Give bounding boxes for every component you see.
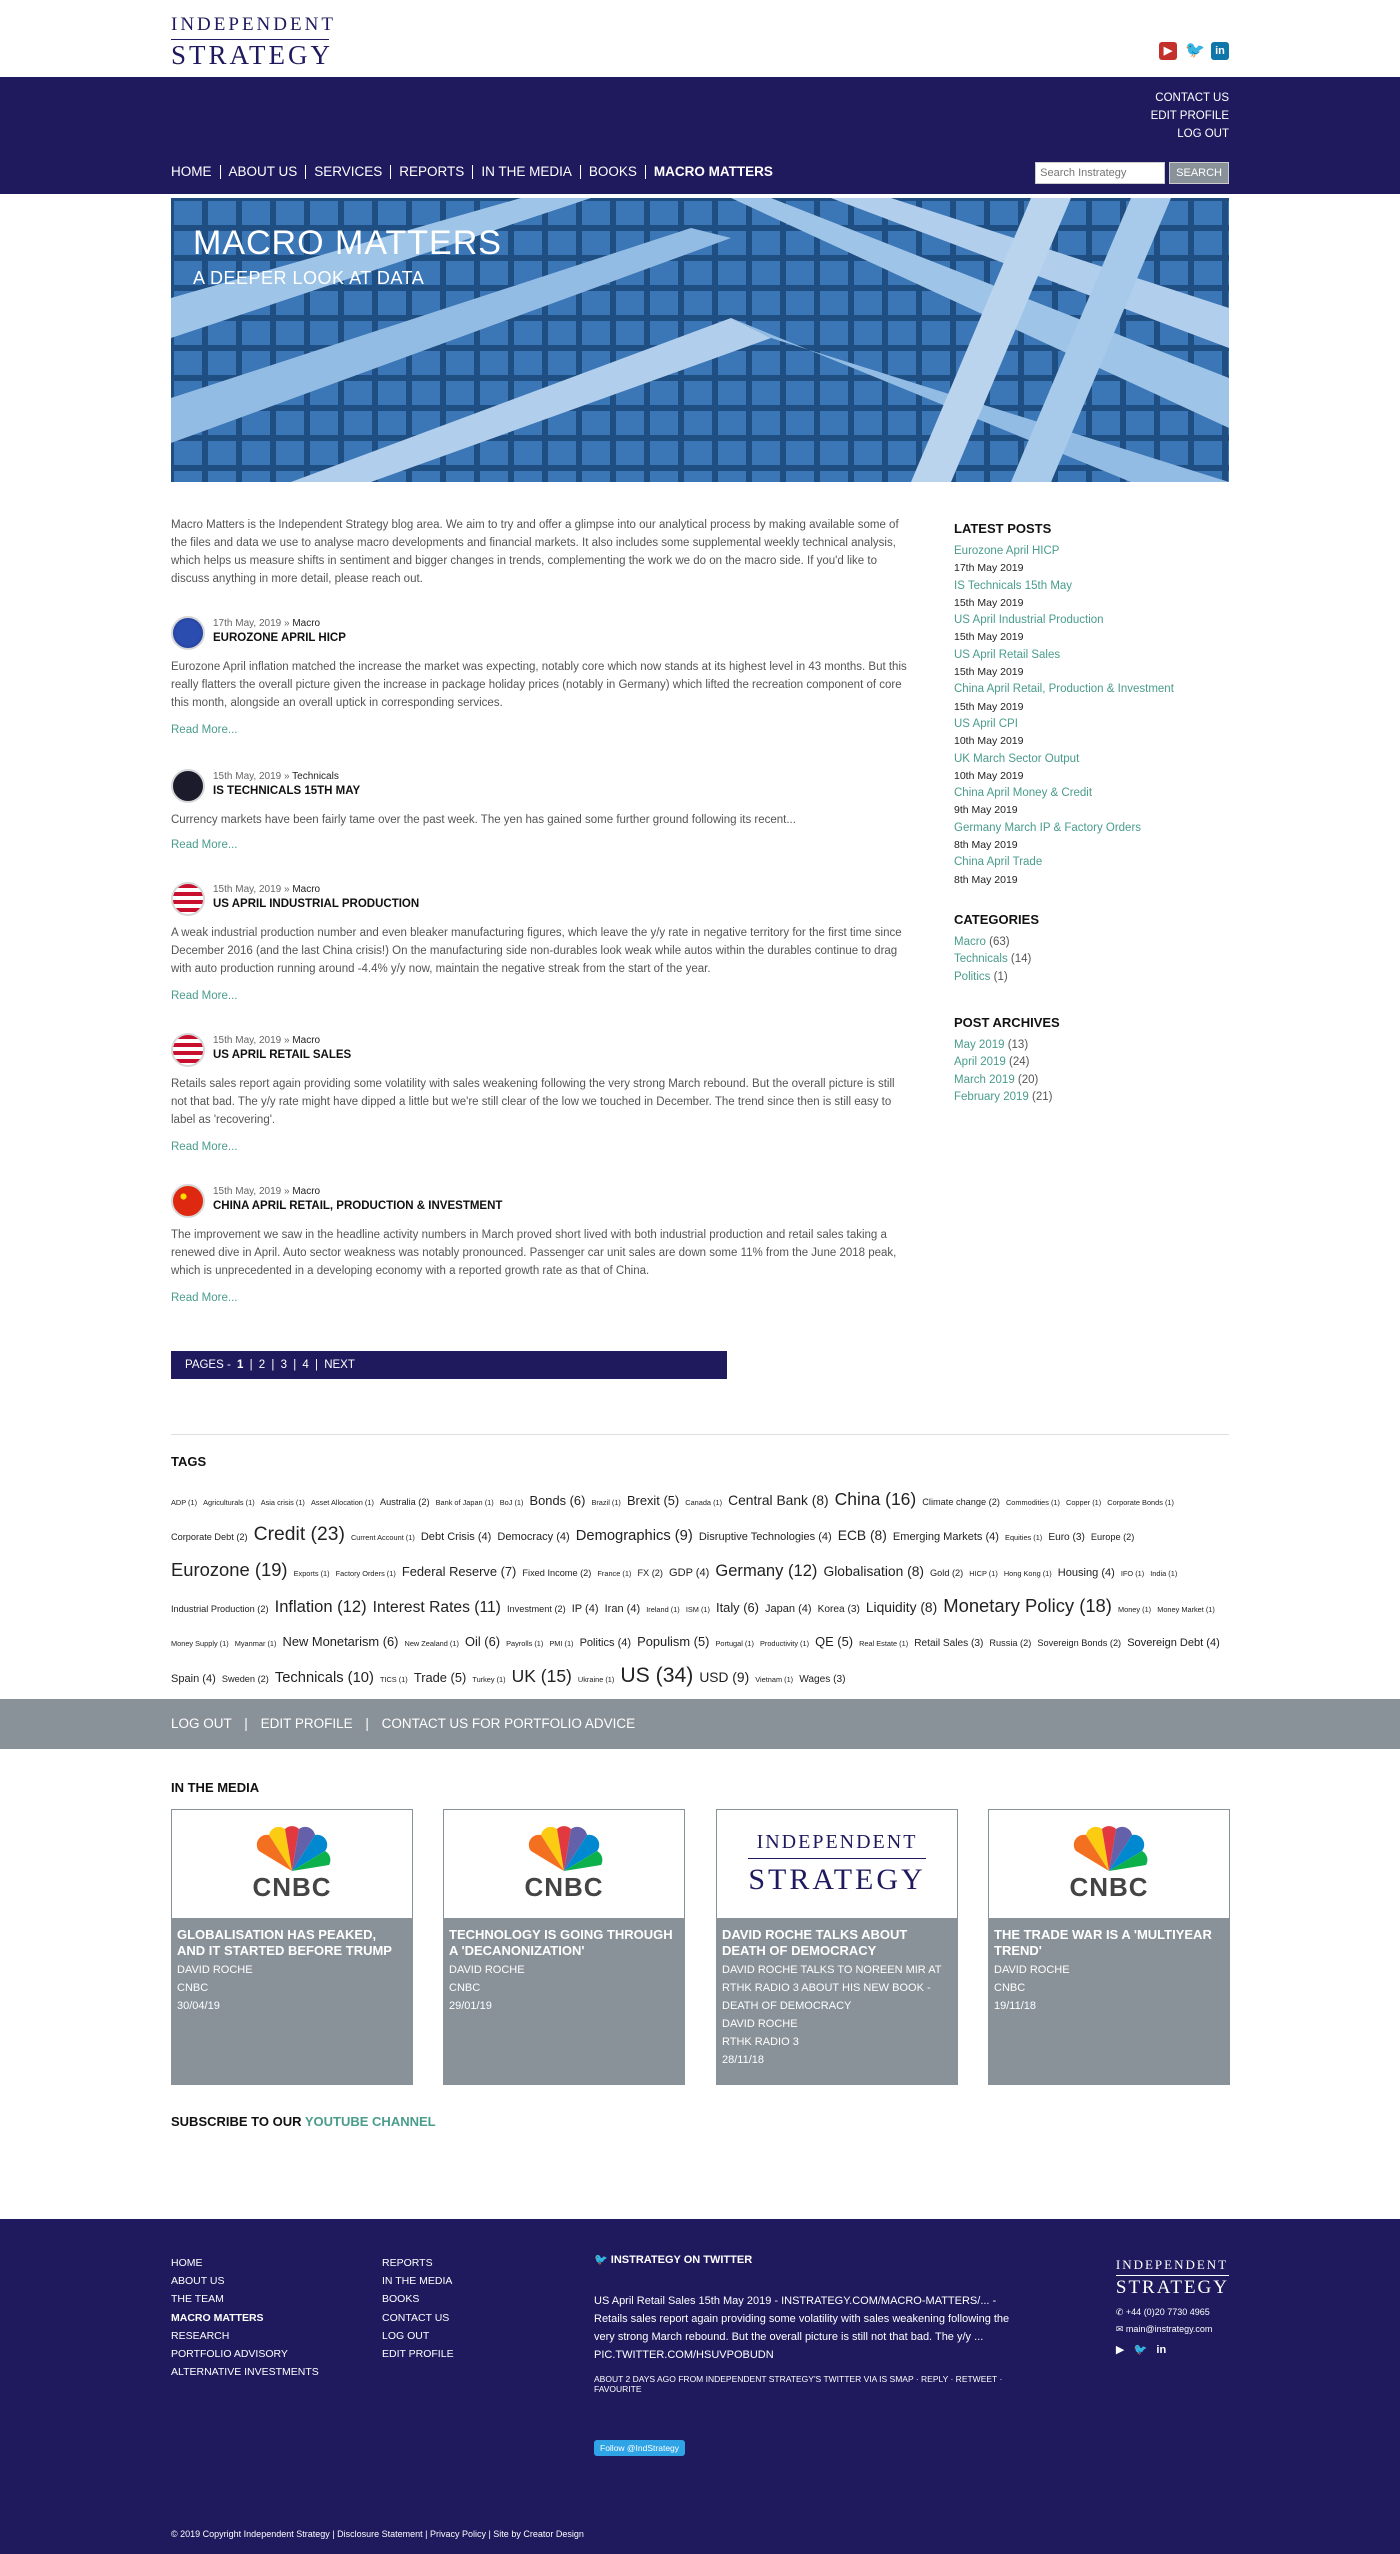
site-logo[interactable]	[171, 14, 336, 68]
next-page-link[interactable]: NEXT	[324, 1359, 355, 1371]
tag-link[interactable]: ISM (1)	[685, 1605, 710, 1614]
footer-link[interactable]: THE TEAM	[171, 2293, 224, 2306]
us-flag-icon[interactable]	[171, 1033, 205, 1067]
latest-post-date: 8th May 2019	[954, 873, 1018, 886]
tag-link[interactable]: IP (4)	[571, 1603, 599, 1615]
latest-post-date: 8th May 2019	[954, 839, 1018, 852]
latest-post-link[interactable]: China April Trade	[954, 856, 1043, 869]
tag-link[interactable]: Iran (4)	[604, 1603, 641, 1615]
latest-post-link[interactable]: China April Retail, Production & Investment	[954, 683, 1174, 696]
edit-profile-link[interactable]: EDIT PROFILE	[1150, 110, 1229, 122]
post-title[interactable]: US APRIL INDUSTRIAL PRODUCTION	[213, 898, 420, 910]
post-category[interactable]: Macro	[292, 1186, 321, 1197]
nav-in-the-media[interactable]: IN THE MEDIA	[472, 165, 580, 179]
portfolio-advice-link[interactable]: CONTACT US FOR PORTFOLIO ADVICE	[381, 1716, 636, 1731]
footer-link[interactable]: EDIT PROFILE	[382, 2348, 454, 2361]
post-title[interactable]: US APRIL RETAIL SALES	[213, 1049, 352, 1061]
post-category[interactable]: Technicals	[292, 771, 339, 782]
tag-link[interactable]: HICP (1)	[969, 1569, 998, 1578]
china-flag-icon[interactable]	[171, 1184, 205, 1218]
tag-link[interactable]: Populism (5)	[637, 1634, 710, 1649]
latest-post-link[interactable]: Germany March IP & Factory Orders	[954, 821, 1142, 834]
tag-link[interactable]: Brexit (5)	[626, 1493, 680, 1508]
tag-link[interactable]: Sovereign Debt (4)	[1127, 1637, 1220, 1649]
youtube-icon[interactable]: ▶	[1159, 42, 1177, 60]
tag-link[interactable]: IFO (1)	[1120, 1569, 1145, 1578]
latest-post-link[interactable]: IS Technicals 15th May	[954, 579, 1073, 592]
email-icon: ✉	[1115, 2324, 1126, 2334]
social-links	[1159, 42, 1229, 60]
tag-link[interactable]: Current Account (1)	[350, 1533, 415, 1542]
latest-post-date: 17th May 2019	[954, 562, 1024, 575]
nav-services[interactable]: SERVICES	[305, 165, 390, 179]
media-title[interactable]: THE TRADE WAR IS A 'MULTIYEAR TREND'	[994, 1927, 1212, 1958]
tweet-text: US April Retail Sales 15th May 2019 - INSTRATEGY.COM/MACRO-MATTERS/... - Retails sales report again providing some volatility with sales weakening following the very strong March rebound. But the overall picture is still not that bad. The y/y ... PIC.TWITTER.COM/HSUVPOBUDN	[594, 2295, 1010, 2361]
tag-link[interactable]: TICS (1)	[379, 1675, 408, 1684]
tag-link[interactable]: New Monetarism (6)	[282, 1634, 399, 1649]
tag-link[interactable]: Corporate Bonds (1)	[1107, 1498, 1174, 1507]
latest-post-link[interactable]: UK March Sector Output	[954, 752, 1080, 765]
tag-link[interactable]: USD (9)	[699, 1670, 750, 1685]
tag-link[interactable]: Sovereign Bonds (2)	[1037, 1638, 1122, 1648]
twitter-icon: 🐦	[594, 2254, 611, 2266]
tag-link[interactable]: ADP (1)	[171, 1498, 198, 1507]
tag-link[interactable]: Brazil (1)	[591, 1498, 621, 1507]
tag-link[interactable]: Australia (2)	[380, 1497, 430, 1507]
tag-link[interactable]: Sweden (2)	[221, 1674, 269, 1684]
tag-link[interactable]: Wages (3)	[799, 1674, 846, 1685]
footer-nav-2	[382, 2254, 454, 2363]
media-detail: RTHK RADIO 3	[722, 2036, 799, 2048]
post-meta: 15th May, 2019 » Macro	[213, 1186, 321, 1197]
footer-link[interactable]: RESEARCH	[171, 2329, 230, 2342]
tag-link[interactable]: Technicals (10)	[274, 1670, 374, 1686]
pager-label: PAGES -	[185, 1359, 234, 1371]
tag-link[interactable]: Vietnam (1)	[755, 1675, 794, 1684]
category-link[interactable]: Technicals	[954, 953, 1008, 966]
logo-line1: INDEPENDENT	[171, 14, 336, 35]
read-more-link[interactable]: Read More...	[171, 839, 238, 851]
intro-text: Macro Matters is the Independent Strategy blog area. We aim to try and offer a glimpse into our analytical process by making available some of the files and data we use to analyse macro developments and financial markets. It also includes some supplemental weekly technical analysis, which helps us measure shifts in sentiment and bigger changes in trends, complementing the work we do on the macro side. If you'd like to discuss anything in more detail, please reach out.	[171, 519, 899, 585]
footer-social	[1116, 2343, 1229, 2356]
tag-link[interactable]: US (34)	[620, 1664, 694, 1687]
footer-link[interactable]: IN THE MEDIA	[382, 2275, 453, 2288]
tag-link[interactable]: Germany (12)	[715, 1561, 818, 1580]
tag-link[interactable]: Demographics (9)	[575, 1528, 693, 1544]
tag-link[interactable]: Oil (6)	[464, 1634, 501, 1649]
tag-link[interactable]: Exports (1)	[293, 1569, 330, 1578]
footer-link[interactable]: PORTFOLIO ADVISORY	[171, 2348, 288, 2361]
tag-link[interactable]: PMI (1)	[549, 1639, 574, 1648]
tags-heading: TAGS	[171, 1454, 207, 1469]
archives-heading: POST ARCHIVES	[954, 1015, 1060, 1030]
cnbc-logo: CNBC	[509, 1825, 619, 1903]
post-excerpt: Retails sales report again providing some volatility with sales weakening following the very strong March rebound. But the overall picture is still not that bad. The y/y rate might have dipped a little but we're still clear of the low we touched in December. The trend since then is still easy to label as 'recovering'.	[171, 1078, 895, 1126]
youtube-icon[interactable]: ▶	[1115, 2344, 1125, 2356]
latest-posts-heading: LATEST POSTS	[954, 521, 1052, 536]
media-detail: DAVID ROCHE	[722, 2018, 798, 2030]
post-excerpt: Currency markets have been fairly tame over the past week. The yen has gained some further ground following its recent...	[171, 814, 796, 826]
tag-link[interactable]: Globalisation (8)	[823, 1564, 924, 1579]
latest-post-date: 15th May 2019	[954, 700, 1024, 713]
youtube-channel-link[interactable]: YOUTUBE CHANNEL	[304, 2114, 436, 2129]
tag-link[interactable]: Factory Orders (1)	[335, 1569, 396, 1578]
tag-link[interactable]: Productivity (1)	[759, 1639, 810, 1648]
footer-link[interactable]: HOME	[171, 2257, 203, 2269]
post-item	[171, 616, 911, 741]
tag-link[interactable]: Bank of Japan (1)	[435, 1498, 494, 1507]
nav-reports[interactable]: REPORTS	[390, 165, 472, 179]
media-detail: DAVID ROCHE	[449, 1964, 525, 1976]
cnbc-logo: CNBC	[237, 1825, 347, 1903]
hero-title: MACRO MATTERS	[193, 224, 502, 262]
tag-link[interactable]: Europe (2)	[1090, 1532, 1135, 1542]
post-meta: 15th May, 2019 » Macro	[213, 884, 321, 895]
tag-link[interactable]: Climate change (2)	[922, 1497, 1000, 1507]
latest-post-link[interactable]: US April Industrial Production	[954, 614, 1104, 627]
latest-post-date: 15th May 2019	[954, 631, 1024, 644]
tag-link[interactable]: Gold (2)	[930, 1568, 964, 1578]
tag-link[interactable]: Euro (3)	[1048, 1532, 1085, 1543]
tag-link[interactable]: Politics (4)	[579, 1637, 632, 1649]
tag-link[interactable]: Agriculturals (1)	[203, 1498, 255, 1507]
footer-email: main@instrategy.com	[1125, 2324, 1213, 2334]
tag-link[interactable]: Industrial Production (2)	[171, 1604, 269, 1614]
tag-link[interactable]: Canada (1)	[685, 1498, 723, 1507]
post-excerpt: The improvement we saw in the headline activity numbers in March proved short lived with both industrial production and retail sales taking a renewed dive in April. Auto sector weakness was notably pronounced. Passenger car unit sales are down some 11% from the June 2018 peak, which is unprecedented in a developing economy with a reported growth rate as that of China.	[171, 1229, 897, 1277]
cnbc-logo: CNBC	[1054, 1825, 1164, 1903]
media-title[interactable]: GLOBALISATION HAS PEAKED, AND IT STARTED BEFORE TRUMP	[177, 1927, 392, 1958]
log-out-link[interactable]: LOG OUT	[171, 1716, 232, 1731]
footer	[0, 2219, 1400, 2554]
independent-strategy-logo: INDEPENDENT STRATEGY	[748, 1831, 926, 1896]
latest-posts	[954, 521, 1229, 889]
media-title[interactable]: DAVID ROCHE TALKS ABOUT DEATH OF DEMOCRACY	[722, 1927, 908, 1958]
post-category[interactable]: Macro	[292, 1035, 321, 1046]
page-3-link[interactable]: 3	[280, 1359, 287, 1371]
post-excerpt: A weak industrial production number and even bleaker manufacturing figures, which leave the y/y rate in negative territory for the first time since December 2016 (and the last China crisis!) On the manufacturing side non-durables look weak while autos within the durables continue to drag with auto production running around -4.4% y/y now, maintain the negative streak from the start of the year.	[171, 927, 902, 975]
tag-link[interactable]: Fixed Income (2)	[522, 1568, 592, 1578]
account-action-bar: LOG OUT | EDIT PROFILE | CONTACT US FOR PORTFOLIO ADVICE	[0, 1699, 1400, 1749]
latest-post-link[interactable]: Eurozone April HICP	[954, 545, 1060, 557]
tag-link[interactable]: Real Estate (1)	[859, 1639, 909, 1648]
media-card[interactable]	[443, 1809, 685, 2085]
contact-us-link[interactable]: CONTACT US	[1155, 92, 1229, 104]
twitter-follow-button[interactable]: Follow @IndStrategy	[594, 2440, 685, 2456]
archive-link[interactable]: March 2019	[954, 1073, 1015, 1086]
tweet-meta: ABOUT 2 DAYS AGO FROM INDEPENDENT STRATEGY'S TWITTER VIA IS SMAP · REPLY · RETWEET · FAVOURITE	[594, 2374, 1003, 2394]
post-meta: 15th May, 2019 » Technicals	[213, 771, 339, 782]
footer-link[interactable]: CONTACT US	[382, 2311, 450, 2324]
divider	[171, 1434, 1229, 1435]
post-title[interactable]: EUROZONE APRIL HICP	[213, 632, 346, 644]
footer-nav-1	[171, 2254, 319, 2381]
twitter-icon[interactable]: 🐦	[1185, 42, 1205, 59]
tag-link[interactable]: China (16)	[834, 1489, 917, 1509]
tag-cloud	[171, 1483, 1229, 1696]
tag-link[interactable]: ECB (8)	[837, 1528, 887, 1543]
eu-flag-icon[interactable]	[171, 616, 205, 650]
nav-books[interactable]: BOOKS	[580, 165, 645, 179]
post-item	[171, 769, 911, 859]
tag-link[interactable]: FX (2)	[637, 1568, 663, 1578]
page-2-link[interactable]: 2	[258, 1359, 266, 1371]
tag-link[interactable]: Debt Crisis (4)	[420, 1531, 492, 1543]
tags-section	[171, 1454, 1229, 1696]
post-category[interactable]: Macro	[292, 618, 321, 629]
tag-link[interactable]: India (1)	[1150, 1569, 1178, 1578]
tag-link[interactable]: Commodities (1)	[1005, 1498, 1060, 1507]
tag-link[interactable]: Russia (2)	[989, 1638, 1032, 1648]
twitter-feed	[594, 2253, 1014, 2456]
latest-post-date: 15th May 2019	[954, 666, 1024, 679]
media-title[interactable]: TECHNOLOGY IS GOING THROUGH A 'DECANONIZATION'	[449, 1927, 673, 1958]
tag-link[interactable]: Democracy (4)	[497, 1531, 570, 1543]
subscribe-line: SUBSCRIBE TO OUR YOUTUBE CHANNEL	[171, 2114, 436, 2129]
post-title[interactable]: IS TECHNICALS 15TH MAY	[213, 785, 361, 797]
tag-link[interactable]: Payrolls (1)	[506, 1639, 544, 1648]
media-detail: DAVID ROCHE	[177, 1964, 253, 1976]
search-form	[1035, 162, 1229, 184]
post-category[interactable]: Macro	[292, 884, 321, 895]
account-links	[1151, 89, 1229, 143]
twitter-icon[interactable]: 🐦	[1133, 2344, 1148, 2356]
nav-macro-matters[interactable]: MACRO MATTERS	[645, 165, 781, 179]
media-detail: 28/11/18	[722, 2054, 765, 2066]
media-detail: DAVID ROCHE	[994, 1964, 1070, 1976]
archive-link[interactable]: April 2019	[954, 1056, 1006, 1069]
latest-post-link[interactable]: US April CPI	[954, 717, 1018, 730]
categories-heading: CATEGORIES	[954, 912, 1039, 927]
post-title[interactable]: CHINA APRIL RETAIL, PRODUCTION & INVESTMENT	[213, 1200, 503, 1212]
latest-post-date: 10th May 2019	[954, 769, 1024, 782]
media-detail: 19/11/18	[994, 2000, 1037, 2012]
tag-link[interactable]: Asia crisis (1)	[260, 1498, 305, 1507]
read-more-link[interactable]: Read More...	[171, 724, 238, 736]
tag-link[interactable]: Disruptive Technologies (4)	[698, 1531, 832, 1543]
footer-link[interactable]: ALTERNATIVE INVESTMENTS	[171, 2366, 319, 2379]
post-item	[171, 882, 911, 1007]
technicals-chart-icon[interactable]	[171, 769, 205, 803]
read-more-link[interactable]: Read More...	[171, 1292, 238, 1304]
footer-link[interactable]: ABOUT US	[171, 2275, 225, 2288]
search-button[interactable]: SEARCH	[1169, 162, 1229, 184]
tag-link[interactable]: Credit (23)	[253, 1524, 345, 1545]
phone-icon: ✆	[1115, 2307, 1126, 2317]
tag-link[interactable]: Money (1)	[1117, 1605, 1152, 1614]
tag-link[interactable]: Equities (1)	[1005, 1533, 1043, 1542]
tag-link[interactable]: Central Bank (8)	[728, 1493, 829, 1508]
tag-link[interactable]: Ukraine (1)	[577, 1675, 615, 1684]
read-more-link[interactable]: Read More...	[171, 1141, 238, 1153]
footer-link[interactable]: LOG OUT	[382, 2329, 430, 2342]
media-detail: CNBC	[177, 1982, 209, 1994]
post-archives: POST ARCHIVES May 2019 (13) April 2019 (24) March 2019 (20) February 2019 (21)	[954, 1015, 1229, 1106]
tag-link[interactable]: Hong Kong (1)	[1003, 1569, 1052, 1578]
nav-about-us[interactable]: ABOUT US	[220, 165, 306, 179]
nav-home[interactable]: HOME	[171, 164, 212, 179]
media-card[interactable]	[171, 1809, 413, 2085]
tag-link[interactable]: Money Supply (1)	[171, 1639, 229, 1648]
tag-link[interactable]: Japan (4)	[765, 1603, 812, 1615]
us-flag-icon[interactable]	[171, 882, 205, 916]
tag-link[interactable]: Interest Rates (11)	[372, 1599, 501, 1616]
pagination: PAGES - 1 | 2 | 3 | 4 | NEXT	[171, 1351, 727, 1379]
tag-link[interactable]: Housing (4)	[1057, 1567, 1115, 1579]
tag-link[interactable]: Federal Reserve (7)	[401, 1564, 517, 1579]
search-input[interactable]	[1035, 162, 1165, 184]
main-nav	[171, 165, 781, 179]
category-link[interactable]: Politics	[954, 970, 991, 983]
tag-link[interactable]: Spain (4)	[171, 1673, 216, 1685]
tag-link[interactable]: Italy (6)	[716, 1600, 759, 1615]
tag-link[interactable]: Myanmar (1)	[234, 1639, 277, 1648]
archive-link[interactable]: February 2019	[954, 1090, 1029, 1103]
tag-link[interactable]: Bonds (6)	[529, 1493, 586, 1508]
media-heading: IN THE MEDIA	[171, 1780, 260, 1795]
media-detail: 29/01/19	[449, 2000, 492, 2012]
logo-line2: STRATEGY	[171, 40, 334, 70]
tag-link[interactable]: Money Market (1)	[1157, 1605, 1215, 1614]
tag-link[interactable]: Turkey (1)	[472, 1675, 506, 1684]
tag-link[interactable]: UK (15)	[511, 1666, 572, 1686]
edit-profile-link[interactable]: EDIT PROFILE	[260, 1716, 353, 1731]
tag-link[interactable]: Korea (3)	[817, 1604, 860, 1615]
media-card[interactable]	[988, 1809, 1230, 2085]
top-navigation-bar	[0, 77, 1400, 194]
latest-post-date: 9th May 2019	[954, 804, 1018, 817]
archive-link[interactable]: May 2019	[954, 1039, 1005, 1051]
categories: CATEGORIES Macro (63) Technicals (14) Politics (1)	[954, 912, 1229, 986]
footer-phone: +44 (0)20 7730 4965	[1125, 2307, 1210, 2317]
tag-link[interactable]: GDP (4)	[669, 1567, 710, 1579]
media-card[interactable]	[716, 1809, 958, 2085]
linkedin-icon[interactable]: in	[1211, 42, 1229, 60]
tag-link[interactable]: Asset Allocation (1)	[310, 1498, 374, 1507]
footer-link[interactable]: BOOKS	[382, 2293, 420, 2306]
footer-logo: INDEPENDENT STRATEGY ✆ +44 (0)20 7730 4965 ✉ main@instrategy.com ▶ 🐦 in	[1115, 2257, 1229, 2356]
post-item	[171, 1033, 911, 1158]
tag-link[interactable]: Copper (1)	[1066, 1498, 1102, 1507]
tag-link[interactable]: Eurozone (19)	[171, 1559, 288, 1580]
latest-post-date: 10th May 2019	[954, 735, 1024, 748]
page-4-link[interactable]: 4	[302, 1359, 309, 1371]
media-detail: 30/04/19	[177, 2000, 220, 2012]
post-excerpt: Eurozone April inflation matched the increase the market was expecting, notably core which now stands at its highest level in 43 months. But this really flatters the overall picture given the increase in package holiday prices (notably in Germany) which lifted the recreation component of core this month, alongside an overall uptick in corresponding services.	[171, 661, 907, 709]
hero-banner	[171, 198, 1229, 482]
post-item	[171, 1184, 911, 1309]
copyright: © 2019 Copyright Independent Strategy | Disclosure Statement | Privacy Policy | Site by Creator Design	[171, 2529, 584, 2539]
tag-link[interactable]: Retail Sales (3)	[914, 1638, 984, 1649]
tag-link[interactable]: QE (5)	[815, 1634, 854, 1649]
tag-link[interactable]: New Zealand (1)	[404, 1639, 459, 1648]
tag-link[interactable]: Emerging Markets (4)	[892, 1531, 999, 1543]
read-more-link[interactable]: Read More...	[171, 990, 238, 1002]
linkedin-icon[interactable]: in	[1156, 2344, 1167, 2356]
twitter-heading: INSTRATEGY ON TWITTER	[610, 2254, 753, 2266]
media-detail: CNBC	[994, 1982, 1026, 1994]
tag-link[interactable]: Investment (2)	[506, 1604, 566, 1614]
tag-link[interactable]: France (1)	[597, 1569, 632, 1578]
tag-link[interactable]: Portugal (1)	[715, 1639, 754, 1648]
tag-link[interactable]: Ireland (1)	[646, 1605, 680, 1614]
tag-link[interactable]: Inflation (12)	[274, 1597, 367, 1616]
footer-link[interactable]: REPORTS	[382, 2257, 433, 2269]
post-meta: 15th May, 2019 » Macro	[213, 1035, 321, 1046]
latest-post-link[interactable]: China April Money & Credit	[954, 787, 1093, 800]
media-detail: CNBC	[449, 1982, 481, 1994]
log-out-link[interactable]: LOG OUT	[1177, 128, 1229, 140]
tag-link[interactable]: Trade (5)	[413, 1670, 467, 1685]
tag-link[interactable]: Corporate Debt (2)	[171, 1532, 248, 1542]
post-meta: 17th May, 2019 » Macro	[213, 618, 321, 629]
category-link[interactable]: Macro	[954, 936, 986, 948]
page-1-link[interactable]: 1	[237, 1359, 244, 1371]
tag-link[interactable]: Monetary Policy (18)	[943, 1595, 1112, 1616]
media-detail: DAVID ROCHE TALKS TO NOREEN MIR AT RTHK RADIO 3 ABOUT HIS NEW BOOK - DEATH OF DEMOCRACY	[722, 1964, 942, 2012]
tag-link[interactable]: BoJ (1)	[499, 1498, 524, 1507]
tag-link[interactable]: Liquidity (8)	[865, 1600, 938, 1615]
latest-post-date: 15th May 2019	[954, 596, 1024, 609]
latest-post-link[interactable]: US April Retail Sales	[954, 648, 1061, 661]
hero-subtitle: A DEEPER LOOK AT DATA	[193, 268, 425, 288]
footer-link[interactable]: MACRO MATTERS	[171, 2311, 264, 2324]
